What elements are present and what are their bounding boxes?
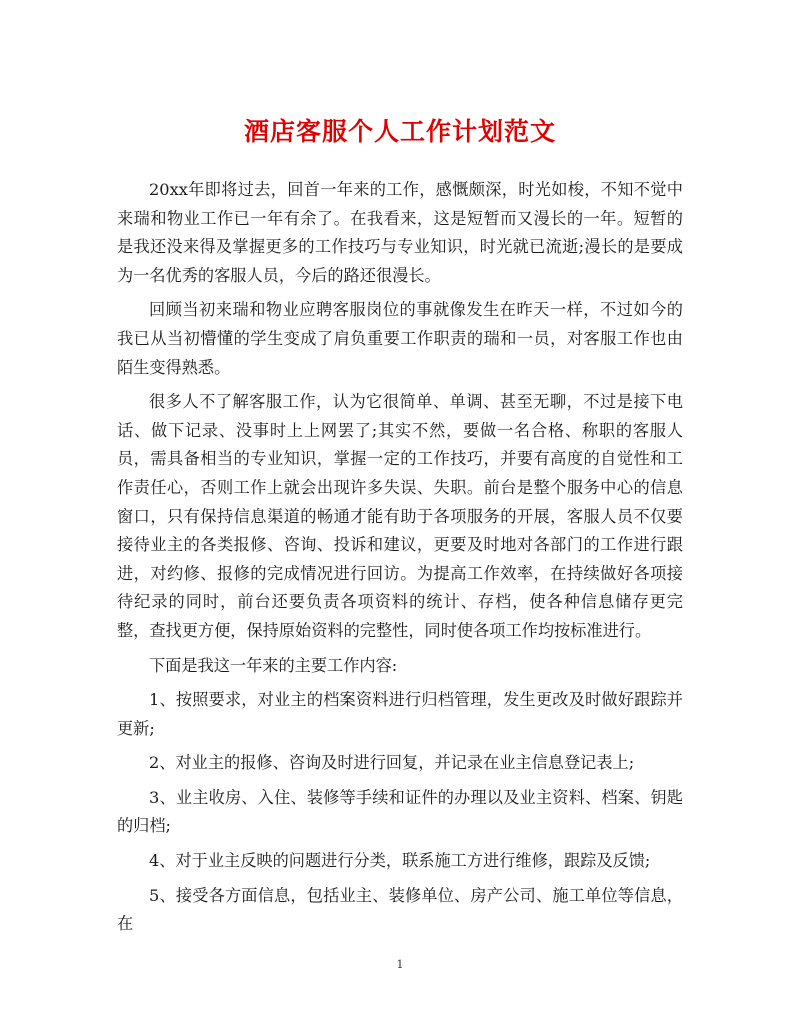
- paragraph-review: 回顾当初来瑞和物业应聘客服岗位的事就像发生在昨天一样，不过如今的我已从当初懵懂的学生变成了肩负重要工作职责的瑞和一员，对客服工作也由陌生变得熟悉。: [117, 300, 683, 377]
- list-item-2: 2、对业主的报修、咨询及时进行回复，并记录在业主信息登记表上;: [149, 753, 635, 773]
- paragraph-list-intro: 下面是我这一年来的主要工作内容:: [149, 655, 398, 675]
- paragraph-intro: 20xx年即将过去，回首一年来的工作，感慨颇深，时光如梭，不知不觉中来瑞和物业工作已一年有余了。在我看来，这是短暂而又漫长的一年。短暂的是我还没来得及掌握更多的工作技巧与专业知识，时光就已流逝;漫长的是要成为一名优秀的客服人员，今后的路还很漫长。: [117, 180, 683, 285]
- list-item-3: 3、业主收房、入住、装修等手续和证件的办理以及业主资料、档案、钥匙的归档;: [117, 787, 683, 836]
- document-body: [117, 176, 683, 945]
- list-item-5: 5、接受各方面信息，包括业主、装修单位、房产公司、施工单位等信息，在: [117, 885, 683, 934]
- paragraph-job-description: 很多人不了解客服工作，认为它很简单、单调、甚至无聊，不过是接下电话、做下记录、没事时上上网罢了;其实不然，要做一名合格、称职的客服人员，需具备相当的专业知识，掌握一定的工作技巧，并要有高度的自觉性和工作责任心，否则工作上就会出现许多失误、失职。前台是整个服务中心的信息窗口，只有保持信息渠道的畅通才能有助于各项服务的开展，客服人员不仅要接待业主的各类报修、咨询、投诉和建议，更要及时地对各部门的工作进行跟进，对约修、报修的完成情况进行回访。为提高工作效率，在持续做好各项接待纪录的同时，前台还要负责各项资料的统计、存档，使各种信息储存更完整，查找更方便，保持原始资料的完整性，同时使各项工作均按标准进行。: [117, 392, 683, 640]
- list-item-4: 4、对于业主反映的问题进行分类，联系施工方进行维修，跟踪及反馈;: [149, 851, 651, 871]
- page-number: 1: [396, 958, 404, 971]
- document-title: 酒店客服个人工作计划范文: [243, 117, 556, 146]
- list-item-1: 1、按照要求，对业主的档案资料进行归档管理，发生更改及时做好跟踪并更新;: [117, 690, 683, 738]
